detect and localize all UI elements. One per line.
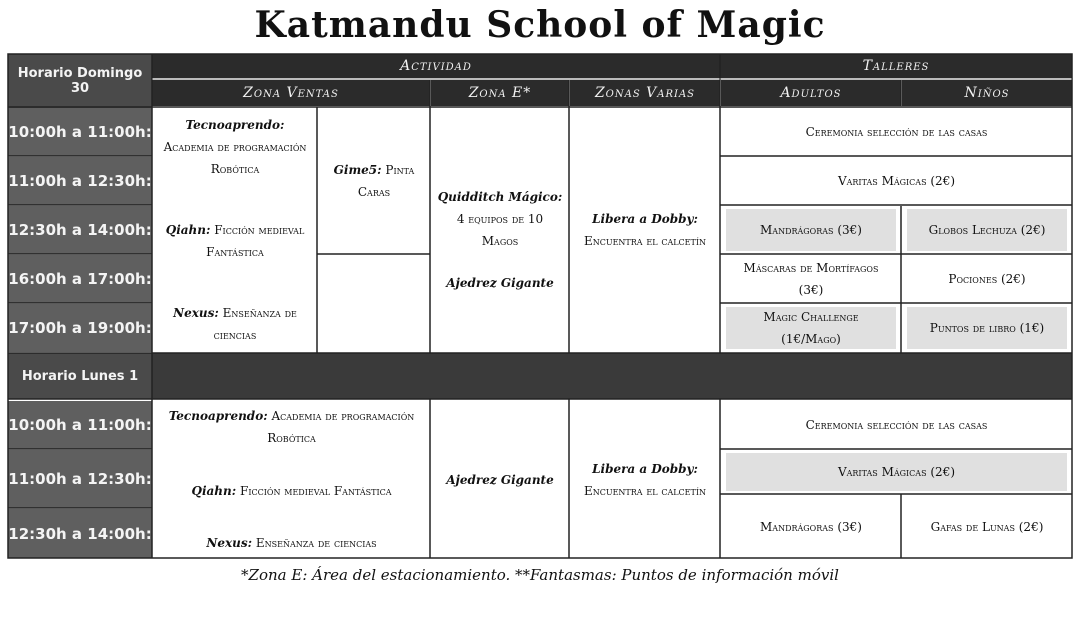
- zona-ventas-text: Zona Ventas: [243, 85, 339, 101]
- qiahn-name: Qiahn:: [165, 223, 211, 237]
- time-text: 16:00h a 17:00h:: [8, 270, 152, 288]
- time-text: 10:00h a 11:00h:: [8, 123, 152, 141]
- varitas-text: Varitas Mágicas (2€): [837, 174, 956, 188]
- ninos-text: Niños: [964, 85, 1010, 101]
- ajedrez-gigante: Ajedrez Gigante: [446, 276, 554, 290]
- page-title: Katmandu School of Magic: [254, 4, 826, 46]
- gafas-text: Gafas de Lunas (2€): [930, 519, 1044, 534]
- nexus-text: Enseñanza de ciencias: [213, 306, 297, 342]
- globos-text: Globos Lechuza (2€): [928, 223, 1046, 237]
- time-text: 17:00h a 19:00h:: [8, 319, 152, 337]
- zonas-varias-text: Zonas Varias: [594, 85, 696, 101]
- tecnoaprendo-text: Academia de programación Robótica: [267, 409, 415, 445]
- qiahn-text: Ficción medieval Fantástica: [240, 483, 392, 498]
- quidditch-text: 4 equipos de 10 Magos: [456, 212, 544, 248]
- tecnoaprendo-name: Tecnoaprendo:: [168, 409, 268, 423]
- ajedrez-gigante: Ajedrez Gigante: [446, 472, 554, 487]
- gime5-name: Gime5:: [333, 163, 382, 177]
- nexus-name: Nexus:: [206, 536, 253, 550]
- ceremonia-text: Ceremonia selección de las casas: [805, 418, 988, 432]
- mandragoras-text: Mandrágoras (3€): [760, 519, 862, 534]
- gime5-text: Pinta Caras: [357, 163, 415, 199]
- pociones-text: Pociones (2€): [948, 272, 1026, 286]
- nexus-name: Nexus:: [173, 306, 219, 320]
- varitas-text: Varitas Mágicas (2€): [837, 465, 956, 479]
- qiahn-name: Qiahn:: [191, 483, 237, 498]
- time-text: 11:00h a 12:30h:: [8, 470, 152, 488]
- quidditch-name: Quidditch Mágico:: [437, 190, 563, 204]
- tecnoaprendo-text: Academia de programación Robótica: [163, 140, 307, 176]
- time-text: 11:00h a 12:30h:: [8, 172, 152, 190]
- ceremonia-text: Ceremonia selección de las casas: [805, 125, 988, 139]
- puntos-libro-text: Puntos de libro (1€): [929, 321, 1045, 335]
- monday-label-text: Horario Lunes 1: [21, 368, 139, 384]
- talleres-text: Talleres: [862, 58, 930, 74]
- libera-text: Encuentra el calcetín: [583, 234, 707, 248]
- table-border: [8, 54, 1072, 558]
- footer-note: *Zona E: Área del estacionamiento. **Fantasmas: Puntos de información móvil: [241, 566, 839, 584]
- mascaras-text: Máscaras de Mortífagos (3€): [743, 261, 879, 297]
- zona-e-text: Zona E*: [468, 85, 532, 101]
- libera-text: Encuentra el calcetín: [583, 483, 707, 498]
- magic-challenge-text: Magic Challenge (1€/Mago): [763, 310, 859, 346]
- time-text: 12:30h a 14:00h:: [8, 524, 152, 543]
- adultos-text: Adultos: [780, 85, 842, 101]
- libera-name: Libera a Dobby:: [592, 461, 698, 476]
- time-text: 10:00h a 11:00h:: [8, 416, 152, 434]
- nexus-text: Enseñanza de ciencias: [255, 536, 377, 550]
- libera-name: Libera a Dobby:: [592, 212, 698, 226]
- qiahn-text: Ficción medieval Fantástica: [206, 223, 305, 259]
- tecnoaprendo-name: Tecnoaprendo:: [185, 118, 285, 132]
- mandragoras-text: Mandrágoras (3€): [760, 223, 862, 237]
- time-text: 12:30h a 14:00h:: [8, 221, 152, 239]
- actividad-text: Actividad: [400, 58, 472, 74]
- sunday-label-text: Horario Domingo 30: [17, 66, 143, 96]
